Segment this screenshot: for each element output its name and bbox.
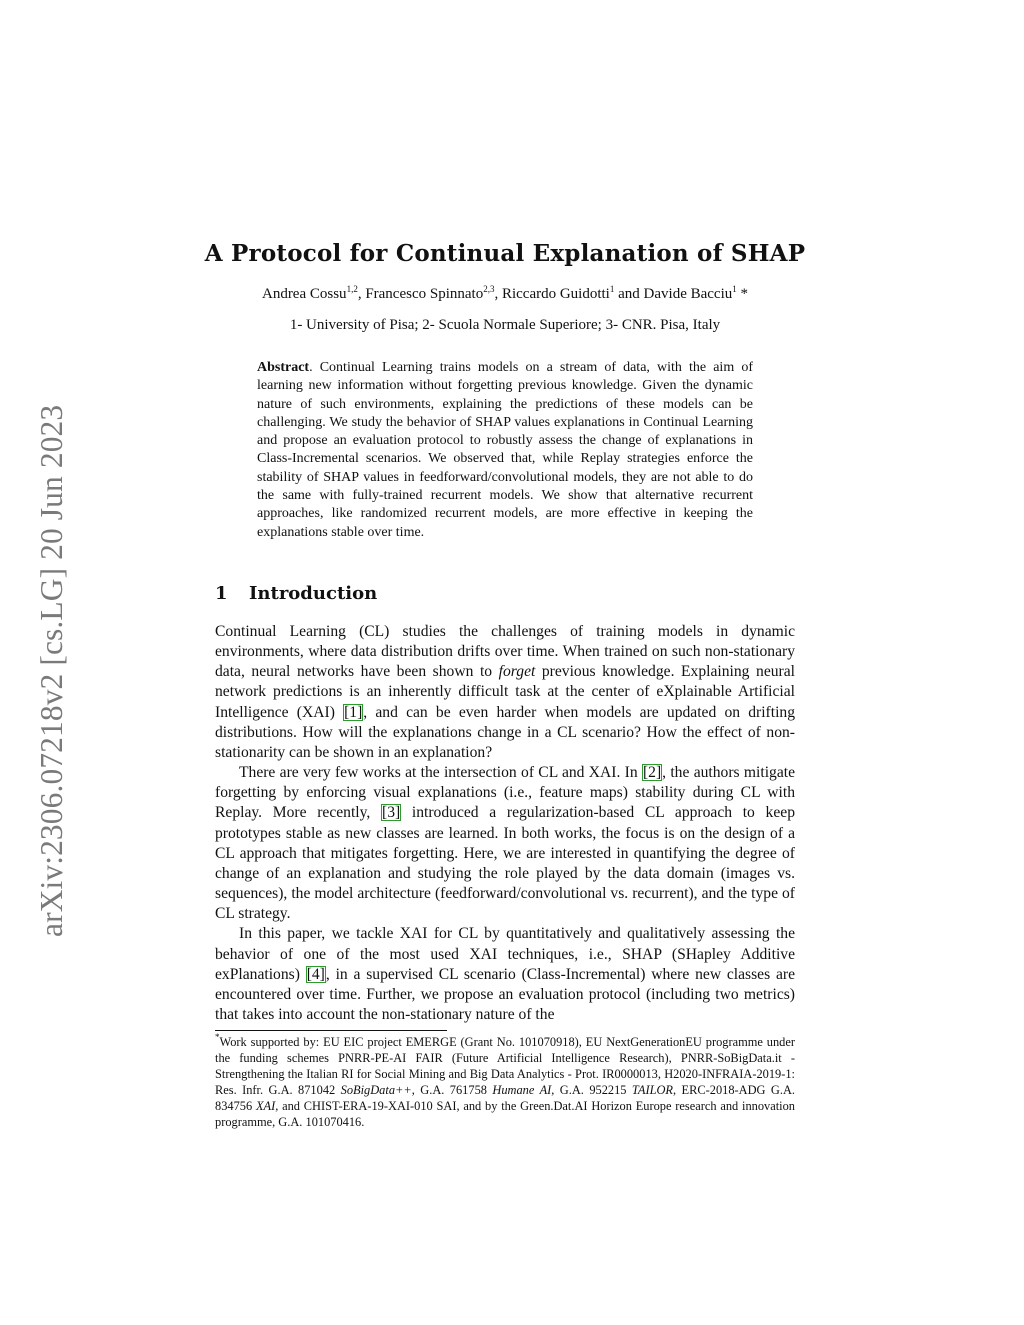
author-separator: , — [494, 286, 502, 302]
author-affiliation-mark: 2,3 — [483, 284, 495, 294]
author-name: Riccardo Guidotti — [501, 286, 610, 302]
paragraph-text: , in a supervised CL scenario (Class-Incremental) where new classes are encountered over time. Further, we propose an evaluation protocol (including two metrics) that takes into account the non-stationary nature of the — [215, 965, 796, 1023]
paper-title: A Protocol for Continual Explanation of SHAP — [204, 240, 806, 267]
footnote-text: , G.A. 761758 — [411, 1083, 493, 1097]
author-separator: and — [614, 286, 644, 302]
footnote-text: Work supported by: EU EIC project EMERGE (Grant No. 101070918), EU NextGenerationEU programme under the funding schemes PNRR-PE-AI FAIR (Future Artificial Intelligence Research), PNRR-SoBigData.it - Strengthening the Italian RI for Social Mining and Big Data Analytics - Prot. IR0000013, H2020-INFRAIA-2019-1: Res. Infr. G.A. 871042 — [215, 1035, 795, 1097]
paragraph — [215, 924, 795, 1025]
paragraph — [215, 763, 795, 924]
section-body — [215, 622, 795, 1025]
section-title: Introduction — [249, 583, 378, 604]
citation-link[interactable]: [4] — [306, 965, 325, 983]
section-heading — [215, 583, 377, 604]
paragraph-text: previous knowledge. Explaining neural network predictions is an inherently difficult task at the center of eXplainable Artificial Intelligence (XAI) — [215, 663, 795, 721]
author-name: Andrea Cossu — [261, 286, 347, 302]
paragraph — [215, 622, 795, 763]
project-name: SoBigData++ — [340, 1083, 412, 1097]
affiliations: 1- University of Pisa; 2- Scuola Normale Superiore; 3- CNR. Pisa, Italy — [289, 317, 721, 333]
abstract — [257, 359, 753, 542]
author-affiliation-mark: 1 — [732, 284, 737, 294]
footnote-mark: * — [215, 1032, 220, 1042]
footnote-text: , and CHIST-ERA-19-XAI-010 SAI, and by the Green.Dat.AI Horizon Europe research and innovation programme, G.A. 101070416. — [215, 1099, 795, 1129]
footnote-text: , ERC-2018-ADG G.A. 834756 — [215, 1083, 796, 1113]
citation-link[interactable]: [3] — [382, 804, 401, 822]
arxiv-identifier: arXiv:2306.07218v2 [cs.LG] 20 Jun 2023 — [34, 404, 69, 937]
project-name: Humane AI — [492, 1083, 552, 1097]
abstract-text: . Continual Learning trains models on a stream of data, with the aim of learning new information without forgetting previous knowledge. Given the dynamic nature of such environments, explaining the predictions of these models can be challenging. We study the behavior of SHAP values explanations in Continual Learning and propose an evaluation protocol to robustly assess the change of explanations in Class-Incremental scenarios. We observed that, while Replay strategies enforce the stability of SHAP values in feedforward/convolutional models, they are not able to do the same with fully-trained recurrent models. We show that alternative recurrent approaches, like randomized recurrent models, are more effective in keeping the explanations stable over time. — [257, 360, 753, 540]
footnote-rule — [215, 1030, 447, 1031]
citation-link[interactable]: [2] — [642, 764, 662, 782]
author-affiliation-mark: 1,2 — [346, 284, 358, 294]
paragraph-text: introduced a regularization-based CL approach to keep prototypes stable as new classes are learned. In both works, the focus is on the design of a CL approach that mitigates forgetting. Here, we are interested in quantifying the degree of change of an explanation and studying the role played by the data domain (images vs. sequences), the model architecture (feedforward/convolutional vs. recurrent), and the type of CL strategy. — [215, 804, 795, 923]
abstract-label: Abstract — [257, 360, 310, 375]
author-separator: , — [357, 286, 366, 302]
footnote — [215, 1034, 795, 1130]
paragraph-text: Continual Learning (CL) studies the challenges of training models in dynamic environments, where data distribution drifts over time. When trained on such non-stationary data, neural networks have been shown to — [215, 623, 795, 681]
author-list — [0, 286, 1010, 303]
footnote-text: , G.A. 952215 — [551, 1083, 632, 1097]
project-name: TAILOR — [631, 1083, 673, 1097]
paragraph-text: In this paper, we tackle XAI for CL by quantitatively and qualitatively assessing the behavior of one of the most used XAI techniques, i.e., SHAP (SHapley Additive exPlanations) — [215, 925, 795, 983]
author-name: Davide Bacciu — [643, 286, 733, 302]
paragraph-text: There are very few works at the intersection of CL and XAI. In — [239, 764, 642, 782]
paragraph-text: , the authors mitigate forgetting by enforcing visual explanations (i.e., feature maps) stability during CL with Replay. More recently, — [215, 764, 795, 822]
author-footnote-mark: * — [736, 286, 748, 302]
emphasis-forget: forget — [498, 663, 536, 681]
author-name: Francesco Spinnato — [365, 286, 484, 302]
project-name: XAI — [255, 1099, 276, 1113]
section-number: 1 — [215, 583, 228, 604]
citation-link[interactable]: [1] — [344, 703, 363, 721]
author-affiliation-mark: 1 — [609, 284, 615, 294]
paragraph-text: , and can be even harder when models are updated on drifting distributions. How will the explanations change in a CL scenario? How the effect of non-stationarity can be shown in an explanation? — [215, 703, 796, 761]
